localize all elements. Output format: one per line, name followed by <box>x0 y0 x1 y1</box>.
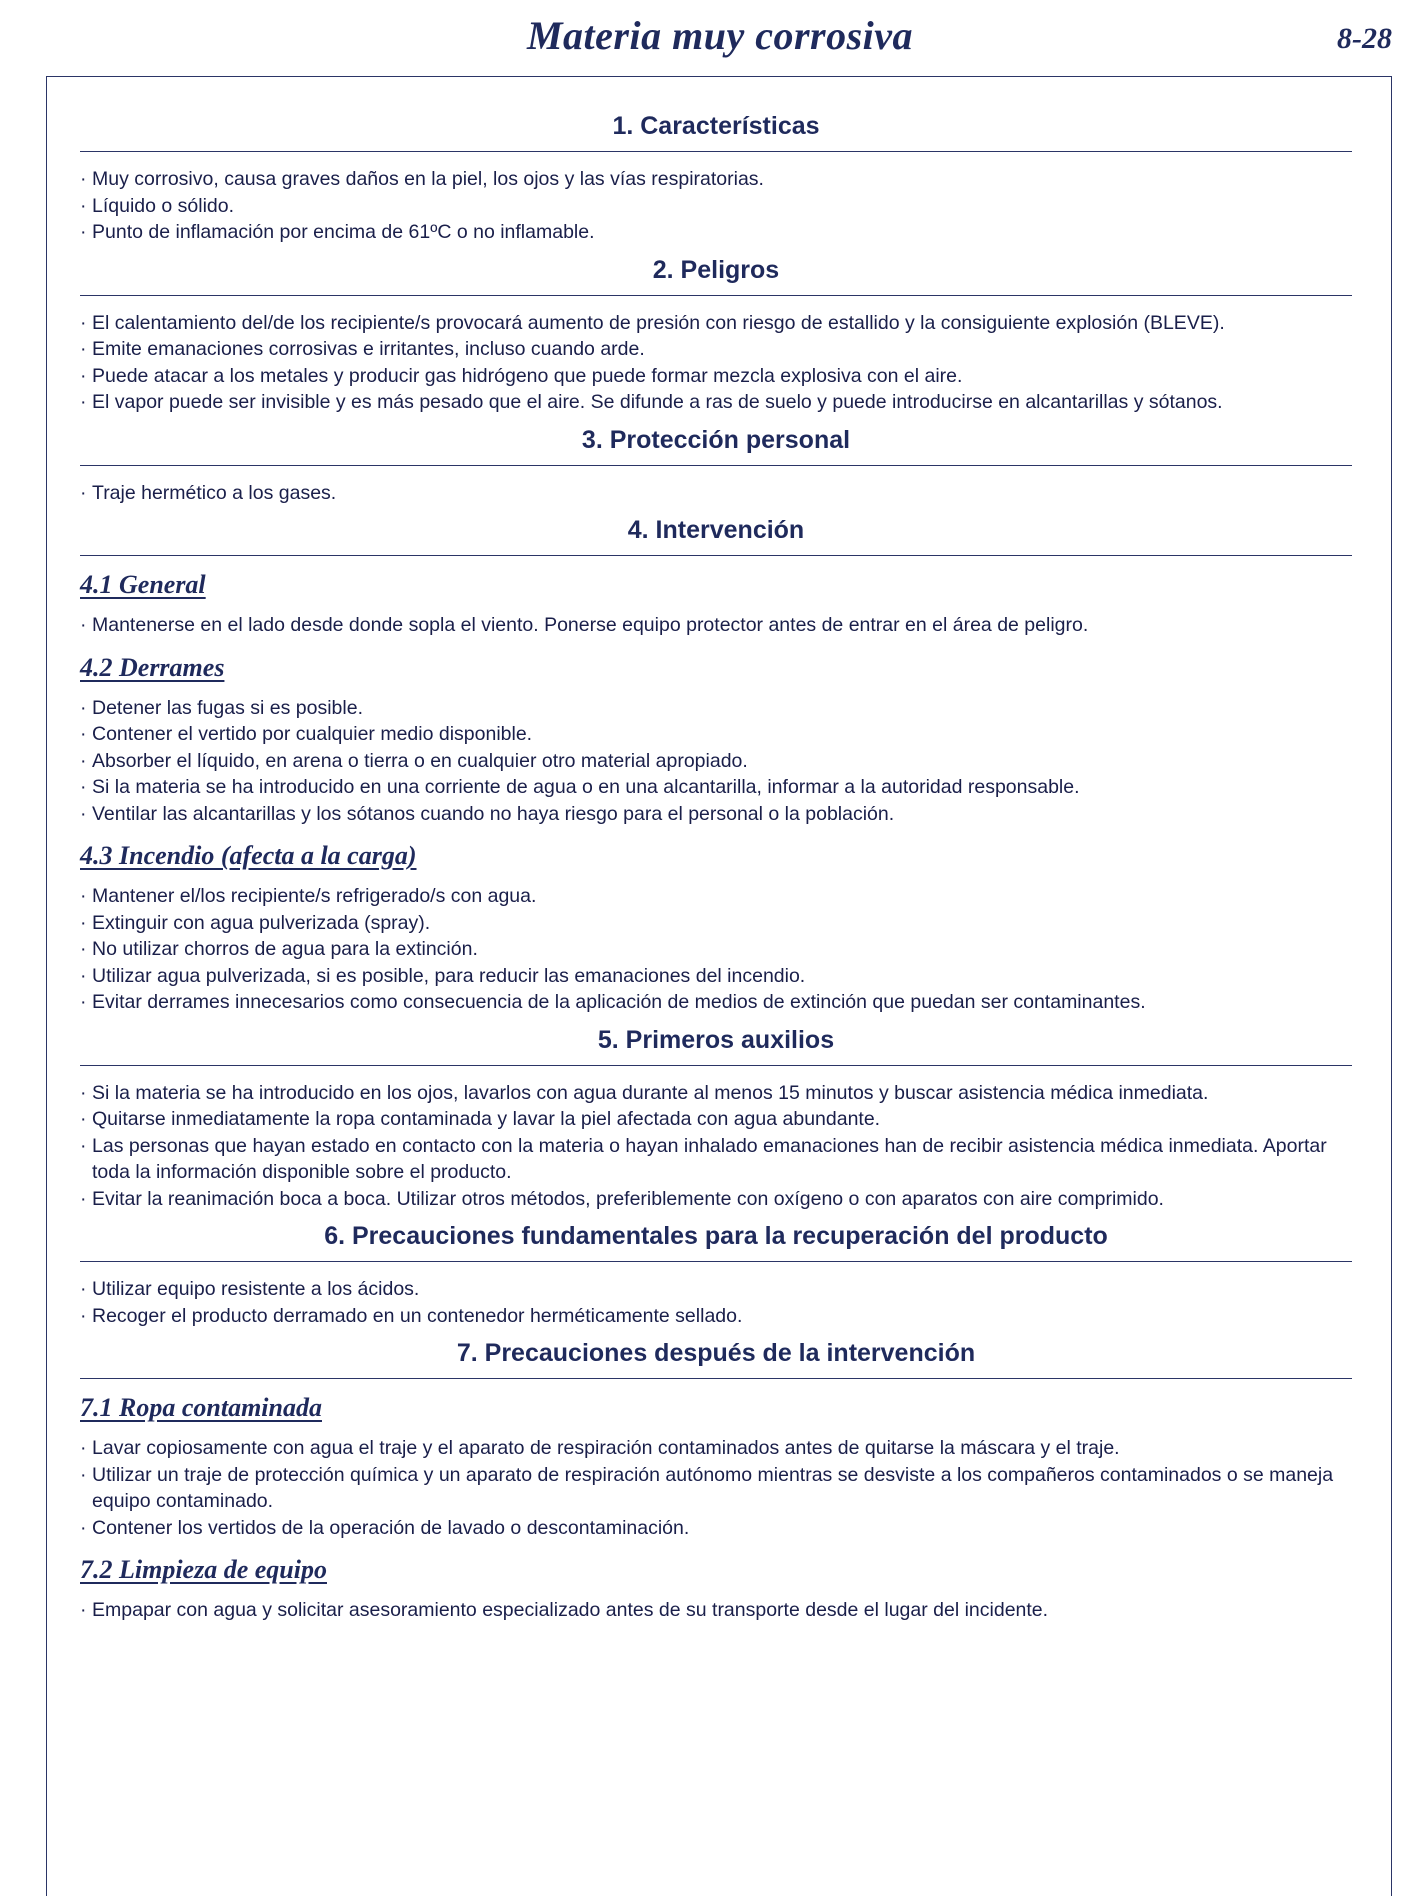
list-item: · Extinguir con agua pulverizada (spray). <box>80 910 1352 937</box>
bullet-list <box>80 1080 1352 1213</box>
list-item: · Lavar copiosamente con agua el traje y el aparato de respiración contaminados antes de quitarse la máscara y el traje. <box>80 1435 1352 1462</box>
list-item: · Si la materia se ha introducido en una corriente de agua o en una alcantarilla, informar a la autoridad responsable. <box>80 774 1352 801</box>
section <box>80 516 1352 1016</box>
section-heading: 6. Precauciones fundamentales para la recuperación del producto <box>80 1222 1352 1262</box>
list-item: · Las personas que hayan estado en contacto con la materia o hayan inhalado emanaciones han de recibir asistencia médica inmediata. Aportar toda la información disponible sobre el producto. <box>80 1133 1352 1186</box>
list-item: · Recoger el producto derramado en un contenedor herméticamente sellado. <box>80 1303 1352 1330</box>
page-title: Materia muy corrosiva <box>526 13 914 58</box>
section-heading: 7. Precauciones después de la intervención <box>80 1339 1352 1379</box>
bullet-list <box>80 883 1352 1016</box>
section <box>80 256 1352 416</box>
list-item: · Empapar con agua y solicitar asesoramiento especializado antes de su transporte desde el lugar del incidente. <box>80 1597 1352 1624</box>
subsection-heading: 4.3 Incendio (afecta a la carga) <box>80 841 417 870</box>
list-item: · Detener las fugas si es posible. <box>80 695 1352 722</box>
list-item: · Utilizar un traje de protección química y un aparato de respiración autónomo mientras se desviste a los compañeros contaminados o se maneja equipo contaminado. <box>80 1462 1352 1515</box>
bullet-list <box>80 480 1352 507</box>
bullet-list <box>80 1435 1352 1541</box>
list-item: · Contener el vertido por cualquier medio disponible. <box>80 721 1352 748</box>
list-item: · Emite emanaciones corrosivas e irritantes, incluso cuando arde. <box>80 336 1352 363</box>
bullet-list <box>80 1597 1352 1624</box>
section-heading: 3. Protección personal <box>80 426 1352 466</box>
section <box>80 1222 1352 1329</box>
bullet-list <box>80 310 1352 416</box>
section <box>80 1339 1352 1624</box>
list-item: · Contener los vertidos de la operación de lavado o descontaminación. <box>80 1515 1352 1542</box>
subsection-heading: 7.1 Ropa contaminada <box>80 1393 322 1422</box>
list-item: · Utilizar equipo resistente a los ácidos. <box>80 1276 1352 1303</box>
list-item: · Puede atacar a los metales y producir gas hidrógeno que puede formar mezcla explosiva con el aire. <box>80 363 1352 390</box>
list-item: · Líquido o sólido. <box>80 193 1352 220</box>
section-heading: 1. Características <box>80 112 1352 152</box>
list-item: · Mantenerse en el lado desde donde sopla el viento. Ponerse equipo protector antes de entrar en el área de peligro. <box>80 612 1352 639</box>
subsection-heading: 4.2 Derrames <box>80 652 225 682</box>
list-item: · Quitarse inmediatamente la ropa contaminada y lavar la piel afectada con agua abundante. <box>80 1106 1352 1133</box>
section-heading: 5. Primeros auxilios <box>80 1026 1352 1066</box>
list-item: · Ventilar las alcantarillas y los sótanos cuando no haya riesgo para el personal o la población. <box>80 801 1352 828</box>
bullet-list <box>80 695 1352 828</box>
list-item: · Punto de inflamación por encima de 61ºC o no inflamable. <box>80 219 1352 246</box>
list-item: · Mantener el/los recipiente/s refrigerado/s con agua. <box>80 883 1352 910</box>
bullet-list <box>80 1276 1352 1329</box>
subsection-heading: 4.1 General <box>80 570 206 599</box>
subsection-heading: 7.2 Limpieza de equipo <box>80 1555 327 1584</box>
section-heading: 2. Peligros <box>80 256 1352 296</box>
list-item: · Utilizar agua pulverizada, si es posible, para reducir las emanaciones del incendio. <box>80 963 1352 990</box>
section <box>80 112 1352 246</box>
list-item: · El vapor puede ser invisible y es más pesado que el aire. Se difunde a ras de suelo y puede introducirse en alcantarillas y sótanos. <box>80 389 1352 416</box>
document-body <box>80 106 1352 1634</box>
list-item: · El calentamiento del/de los recipiente/s provocará aumento de presión con riesgo de estallido y la consiguiente explosión (BLEVE). <box>80 310 1352 337</box>
bullet-list <box>80 166 1352 246</box>
list-item: · Muy corrosivo, causa graves daños en la piel, los ojos y las vías respiratorias. <box>80 166 1352 193</box>
section <box>80 1026 1352 1213</box>
bullet-list <box>80 612 1352 639</box>
list-item: · Absorber el líquido, en arena o tierra o en cualquier otro material apropiado. <box>80 748 1352 775</box>
section <box>80 426 1352 507</box>
list-item: · Evitar derrames innecesarios como consecuencia de la aplicación de medios de extinción que puedan ser contaminantes. <box>80 989 1352 1016</box>
page-number: 8-28 <box>1337 22 1392 55</box>
list-item: · No utilizar chorros de agua para la extinción. <box>80 936 1352 963</box>
section-heading: 4. Intervención <box>80 516 1352 556</box>
list-item: · Traje hermético a los gases. <box>80 480 1352 507</box>
list-item: · Si la materia se ha introducido en los ojos, lavarlos con agua durante al menos 15 minutos y buscar asistencia médica inmediata. <box>80 1080 1352 1107</box>
list-item: · Evitar la reanimación boca a boca. Utilizar otros métodos, preferiblemente con oxígeno o con aparatos con aire comprimido. <box>80 1186 1352 1213</box>
